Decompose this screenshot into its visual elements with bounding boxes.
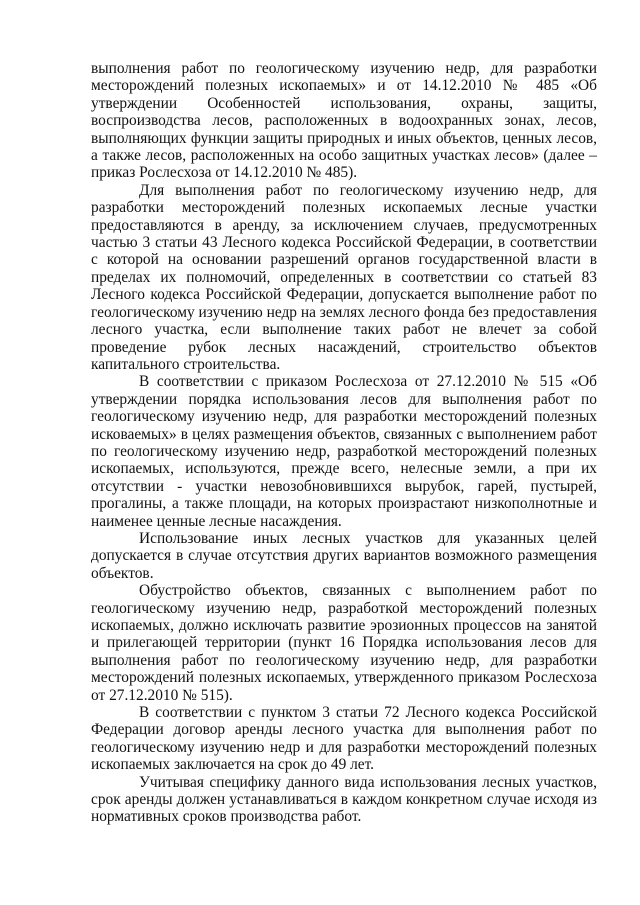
paragraph: Для выполнения работ по геологическому изучению недр, для разработки месторождений полезных ископаемых лесные участки предоставляются в аренду, за исключением случаев, предусмотренных частью 3 статьи 43 Лесного кодекса Российской Федерации, в соответствии с которой на основании разрешений органов государственной власти в пределах их полномочий, определенных в соответствии со статьей 83 Лесного кодекса Российской Федерации, допускается выполнение работ по геологическому изучению недр на землях лесного фонда без предоставления лесного участка, если выполнение таких работ не влечет за собой проведение рубок лесных насаждений, строительство объектов капитального строительства. [91,181,597,373]
paragraph-continuation: выполнения работ по геологическому изучению недр, для разработки месторождений полезных ископаемых» и от 14.12.2010 № 485 «Об утверждении Особенностей использования, охраны, защиты, воспроизводства лесов, расположенных в водоохранных зонах, лесов, выполняющих функции защиты природных и иных объектов, ценных лесов, а также лесов, расположенных на особо защитных участках лесов» (далее – приказ Рослесхоза от 14.12.2010 № 485). [91,60,597,182]
paragraph: В соответствии с приказом Рослесхоза от 27.12.2010 № 515 «Об утверждении порядка использования лесов для выполнения работ по геологическому изучению недр, для разработки месторождений полезных исковаемых» в целях размещения объектов, связанных с выполнением работ по геологическому изучению недр, разработкой месторождений полезных ископаемых, используются, прежде всего, нелесные земли, а при их отсутствии - участки невозобновившихся вырубок, гарей, пустырей, прогалины, а также площади, на которых произрастают низкополнотные и наименее ценные лесные насаждения. [91,373,597,530]
document-body [91,60,597,826]
paragraph: Обустройство объектов, связанных с выполнением работ по геологическому изучению недр, разработкой месторождений полезных ископаемых, должно исключать развитие эрозионных процессов на занятой и прилегающей территории (пункт 16 Порядка использования лесов для выполнения работ по геологическому изучению недр, для разработки месторождений полезных ископаемых, утвержденного приказом Рослесхоза от 27.12.2010 № 515). [91,582,597,704]
paragraph: В соответствии с пунктом 3 статьи 72 Лесного кодекса Российской Федерации договор аренды лесного участка для выполнения работ по геологическому изучению недр и для разработки месторождений полезных ископаемых заключается на срок до 49 лет. [91,704,597,774]
paragraph: Учитывая специфику данного вида использования лесных участков, срок аренды должен устанавливаться в каждом конкретном случае исходя из нормативных сроков производства работ. [91,773,597,826]
paragraph: Использование иных лесных участков для указанных целей допускается в случае отсутствия других вариантов возможного размещения объектов. [91,529,597,582]
